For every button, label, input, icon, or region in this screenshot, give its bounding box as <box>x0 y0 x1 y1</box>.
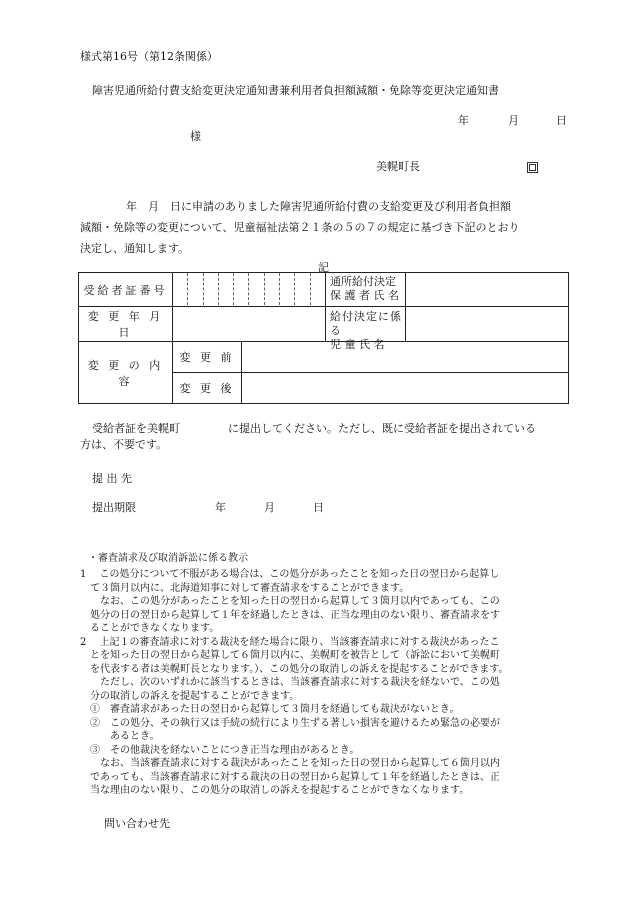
decision-table <box>78 272 569 404</box>
guardian-name-field[interactable] <box>406 273 569 307</box>
notice-line: なお、当該審査請求に対する裁決があったことを知った日の翌日から起算して６箇月以内 <box>80 758 500 769</box>
before-label: 変 更 前 <box>173 342 242 373</box>
after-label: 変 更 後 <box>173 373 242 404</box>
submit-line2: 方は、不要です。 <box>80 438 168 451</box>
notice-line: とを知った日の翌日から起算して６箇月以内に、美幌町を被告として（訴訟において美幌町 <box>80 650 500 661</box>
notice-line: ② この処分、その執行又は手続の続行により生ずる著しい損害を避けるため緊急の必要が <box>80 717 500 729</box>
notice-heading: ・審査請求及び取消訴訟に係る教示 <box>88 553 248 564</box>
change-content-label: 変 更 の 内 容 <box>79 342 173 404</box>
form-number: 様式第16号（第12条関係） <box>80 50 218 63</box>
notice-line: を代表する者は美幌町長となります。）、この処分の取消しの訴えを提起することができます。 <box>80 663 509 675</box>
intro-line: 決定し、通知します。 <box>80 242 190 255</box>
submit-line1-b: に提出してください。ただし、既に受給者証を提出されている <box>228 422 536 435</box>
official-seal <box>527 157 538 176</box>
after-field[interactable] <box>242 373 569 404</box>
ki-marker: 記 <box>318 261 329 274</box>
deadline-month: 月 <box>264 501 275 514</box>
notice-line: ③ その他裁決を経ないことにつき正当な理由があるとき。 <box>80 744 360 756</box>
child-name-field[interactable] <box>406 307 569 342</box>
document-title: 障害児通所給付費支給変更決定通知書兼利用者負担額減額・免除等変更決定通知書 <box>92 84 499 97</box>
addressee-suffix: 様 <box>190 130 201 143</box>
notice-line: あるとき。 <box>80 731 160 742</box>
change-date-label: 変 更 年 月 日 <box>79 307 173 342</box>
seal-icon <box>527 162 538 173</box>
notice-line: 処分の日の翌日から起算して１年を経過したときは、正当な理由のない限り、審査請求をす <box>80 609 500 621</box>
notice-body <box>80 568 580 798</box>
notice-line: ただし、次のいずれかに該当するときは、当該審査請求に対する裁決を経ないで、この処 <box>80 677 500 688</box>
intro-line: 減額・免除等の変更について、児童福祉法第２１条の５の７の規定に基づき下記のとおり <box>80 221 520 234</box>
date-month: 月 <box>508 114 519 127</box>
change-date-row <box>173 307 406 351</box>
notice-line: 分の取消しの訴えを提起することができます。 <box>80 690 300 702</box>
deadline-label: 提出期限 <box>92 501 136 514</box>
intro-line: 年 月 日に申請のありました障害児通所給付費の支給変更及び利用者負担額 <box>126 200 511 213</box>
contact-label: 問い合わせ先 <box>104 817 170 830</box>
recipient-number-boxes <box>173 273 406 307</box>
notice-line: 当な理由のない限り、この処分の取消しの訴えを提起することができなくなります。 <box>80 785 470 796</box>
notice-line: て３箇月以内に、北海道知事に対して審査請求をすることができます。 <box>80 582 410 594</box>
submission-place-label: 提 出 先 <box>92 472 132 485</box>
notice-line: であっても、当該審査請求に対する裁決の日の翌日から起算して１年を経過したときは、正 <box>80 771 500 783</box>
before-field[interactable] <box>242 342 569 373</box>
notice-line: 2 上記１の審査請求に対する裁決を経た場合に限り、当該審査請求に対する裁決があったこ <box>80 636 500 648</box>
deadline-year: 年 <box>215 501 226 514</box>
date-day: 日 <box>556 114 567 127</box>
submit-line1-a: 受給者証を美幌町 <box>92 422 180 435</box>
recipient-number-label: 受給者証番号 <box>79 273 173 307</box>
deadline-day: 日 <box>313 501 324 514</box>
digit-boxes <box>173 273 326 306</box>
issuer-name: 美幌町長 <box>376 160 420 173</box>
notice-line: ることができなくなります。 <box>80 623 220 634</box>
change-date-field[interactable] <box>173 307 326 341</box>
notice-line: ① 審査請求があった日の翌日から起算して３箇月を経過しても裁決がないとき。 <box>80 704 460 715</box>
notice-line: なお、この処分があったことを知った日の翌日から起算して３箇月以内であっても、この <box>80 596 500 607</box>
notice-line: 1 この処分について不服がある場合は、この処分があったことを知った日の翌日から起算し <box>80 569 500 580</box>
guardian-label: 通所給付決定 保 護 者 氏 名 <box>330 275 399 302</box>
child-label: 給付決定に係る 児 童 氏 名 <box>330 310 401 351</box>
date-year: 年 <box>458 114 469 127</box>
